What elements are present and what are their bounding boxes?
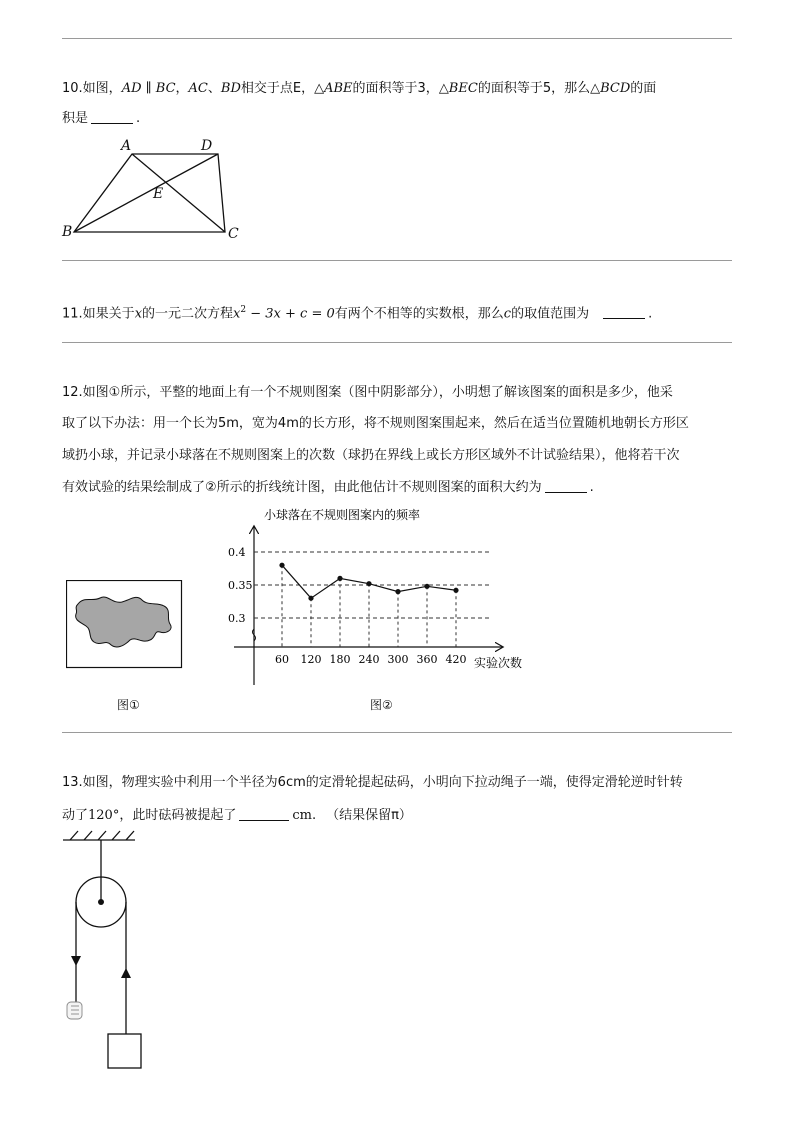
q13-line2: 动了120°，此时砝码被提起了 cm. （结果保留π） xyxy=(62,808,412,823)
x-tick-label: 420 xyxy=(445,653,467,666)
data-point xyxy=(453,588,458,593)
x-tick-label: 180 xyxy=(329,653,351,666)
arrow-up xyxy=(121,968,131,978)
q10-line2: 积是 . xyxy=(62,111,141,126)
pulley-figure xyxy=(60,826,150,1076)
chart-xlabel: 实验次数 xyxy=(474,656,523,670)
data-point xyxy=(308,596,313,601)
divider xyxy=(62,342,732,343)
hand-icon xyxy=(67,1002,82,1019)
irregular-shape-figure xyxy=(66,580,184,670)
label-A: A xyxy=(121,138,132,154)
figure2-caption: 图② xyxy=(370,698,393,712)
q13-line1: 13.如图，物理实验中利用一个半径为6cm的定滑轮提起砝码，小明向下拉动绳子一端，使得定滑轮逆时针转 xyxy=(62,775,683,790)
x-tick-label: 120 xyxy=(300,653,322,666)
y-tick-label: 0.35 xyxy=(228,579,253,592)
pulley-axle xyxy=(98,899,104,905)
y-tick-label: 0.4 xyxy=(228,546,246,559)
divider xyxy=(62,38,732,39)
chart-title: 小球落在不规则图案内的频率 xyxy=(264,508,421,522)
data-point xyxy=(366,581,371,586)
answer-blank[interactable] xyxy=(239,807,289,821)
figure1-caption: 图① xyxy=(117,698,140,712)
weight-block xyxy=(108,1034,141,1068)
x-tick-label: 360 xyxy=(416,653,438,666)
x-tick-label: 60 xyxy=(275,653,289,666)
answer-blank[interactable] xyxy=(603,305,645,319)
x-tick-label: 300 xyxy=(387,653,409,666)
q11-line: 11.如果关于x的一元二次方程$x^2 - 3x + c = 0$有两个不相等的实数根，那么c的取值范围为 . xyxy=(62,305,653,322)
label-B: B xyxy=(62,224,73,240)
label-E: E xyxy=(153,186,164,202)
y-tick-label: 0.3 xyxy=(228,612,246,625)
q12-line4: 有效试验的结果绘制成了②所示的折线统计图，由此他估计不规则图案的面积大约为 . xyxy=(62,480,594,495)
divider xyxy=(62,260,732,261)
frequency-line-chart xyxy=(220,505,550,690)
answer-blank[interactable] xyxy=(545,479,587,493)
label-C: C xyxy=(228,226,239,242)
trapezoid-figure xyxy=(58,134,248,244)
data-point xyxy=(424,584,429,589)
data-point xyxy=(279,563,284,568)
data-point xyxy=(395,589,400,594)
q12-line1: 12.如图①所示，平整的地面上有一个不规则图案（图中阴影部分），小明想了解该图案的面积是多少，他采 xyxy=(62,385,673,400)
answer-blank[interactable] xyxy=(91,110,133,124)
q12-line2: 取了以下办法：用一个长为5m，宽为4m的长方形，将不规则图案围起来，然后在适当位置随机地朝长方形区 xyxy=(62,416,689,431)
data-point xyxy=(337,576,342,581)
q10-line1: 10.如图，AD ∥ BC，AC、BD相交于点E，△ABE的面积等于3，△BEC的面积等于5，那么△BCD的面 xyxy=(62,81,657,96)
arrow-down xyxy=(71,956,81,966)
x-tick-label: 240 xyxy=(358,653,380,666)
q12-line3: 域扔小球，并记录小球落在不规则图案上的次数（球扔在界线上或长方形区域外不计试验结果），他将若干次 xyxy=(62,448,680,463)
label-D: D xyxy=(201,138,213,154)
divider xyxy=(62,732,732,733)
